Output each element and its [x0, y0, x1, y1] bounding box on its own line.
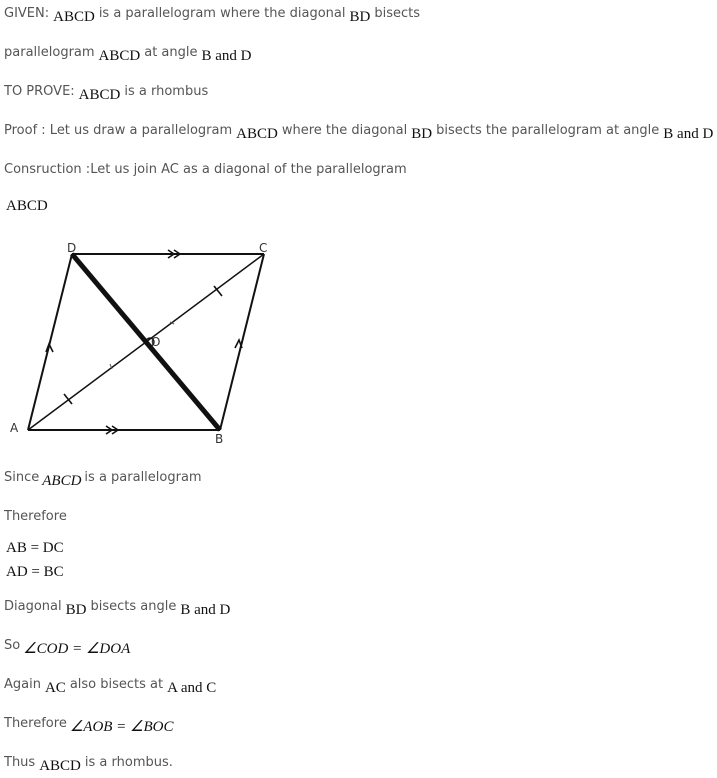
- equation-ab-dc: AB = DC: [6, 540, 64, 556]
- construction-abcd: ABCD: [6, 198, 48, 214]
- to-prove-label: TO PROVE:: [4, 84, 75, 99]
- label-c: C: [259, 241, 268, 255]
- equation-ad-bc: AD = BC: [6, 564, 64, 580]
- given-line-1: [4, 6, 420, 26]
- to-prove-abcd: ABCD: [78, 87, 121, 103]
- construction-line: [4, 162, 407, 177]
- given-label: GIVEN:: [4, 6, 50, 21]
- thus-abcd: ABCD: [39, 758, 81, 774]
- label-b: B: [215, 432, 224, 446]
- given-text-3: parallelogram: [4, 45, 95, 60]
- again-text: also bisects at: [69, 677, 164, 692]
- to-prove-text: is a rhombus: [124, 84, 209, 99]
- so-math: ∠COD = ∠DOA: [23, 641, 131, 657]
- thus-text: is a rhombus.: [84, 755, 173, 770]
- diagonal-angles: B and D: [180, 602, 231, 618]
- proof-text-1: where the diagonal: [281, 123, 408, 138]
- arrow-bc: [235, 340, 242, 348]
- label-d: D: [67, 241, 77, 255]
- label-a: A: [10, 421, 19, 435]
- therefore-2-line: [4, 716, 177, 736]
- given-bd: BD: [349, 9, 371, 25]
- since-text: is a parallelogram: [84, 470, 202, 485]
- construction-text: Consruction :Let us join AC as a diagonal of the parallelogram: [4, 162, 407, 177]
- therefore-1: Therefore: [4, 509, 67, 524]
- label-o: O: [151, 335, 161, 349]
- since-abcd: ABCD: [42, 473, 82, 489]
- given-angles: B and D: [201, 48, 252, 64]
- again-angles: A and C: [167, 680, 217, 696]
- therefore-2-label: Therefore: [4, 716, 67, 731]
- thus-line: [4, 755, 173, 775]
- proof-line: [4, 123, 717, 143]
- given-line-2: [4, 45, 256, 65]
- diagonal-text: bisects angle: [90, 599, 177, 614]
- given-abcd-2: ABCD: [98, 48, 141, 64]
- therefore-1-line: [4, 509, 67, 524]
- thus-label: Thus: [4, 755, 36, 770]
- proof-abcd: ABCD: [236, 126, 278, 142]
- given-text-2: bisects: [374, 6, 420, 21]
- side-da: [28, 254, 72, 430]
- parallelogram-diagram: [8, 236, 298, 448]
- again-line: [4, 677, 220, 697]
- given-text-4: at angle: [144, 45, 198, 60]
- given-abcd: ABCD: [53, 9, 95, 25]
- to-prove-line: [4, 84, 208, 104]
- diagonal-line: [4, 599, 234, 619]
- since-line: [4, 470, 202, 490]
- again-label: Again: [4, 677, 41, 692]
- given-text-1: is a parallelogram where the diagonal: [98, 6, 346, 21]
- so-line: [4, 638, 133, 658]
- proof-text-2: bisects the parallelogram at angle: [436, 123, 660, 138]
- diagonal-bd-text: BD: [65, 602, 87, 618]
- diagonal-label: Diagonal: [4, 599, 62, 614]
- since-label: Since: [4, 470, 40, 485]
- so-label: So: [4, 638, 21, 653]
- therefore-2-math: ∠AOB = ∠BOC: [69, 719, 174, 735]
- side-bc: [220, 254, 264, 430]
- again-ac: AC: [44, 680, 66, 696]
- proof-angles: B and D: [663, 126, 714, 142]
- proof-bd: BD: [411, 126, 433, 142]
- proof-label: Proof : Let us draw a parallelogram: [4, 123, 233, 138]
